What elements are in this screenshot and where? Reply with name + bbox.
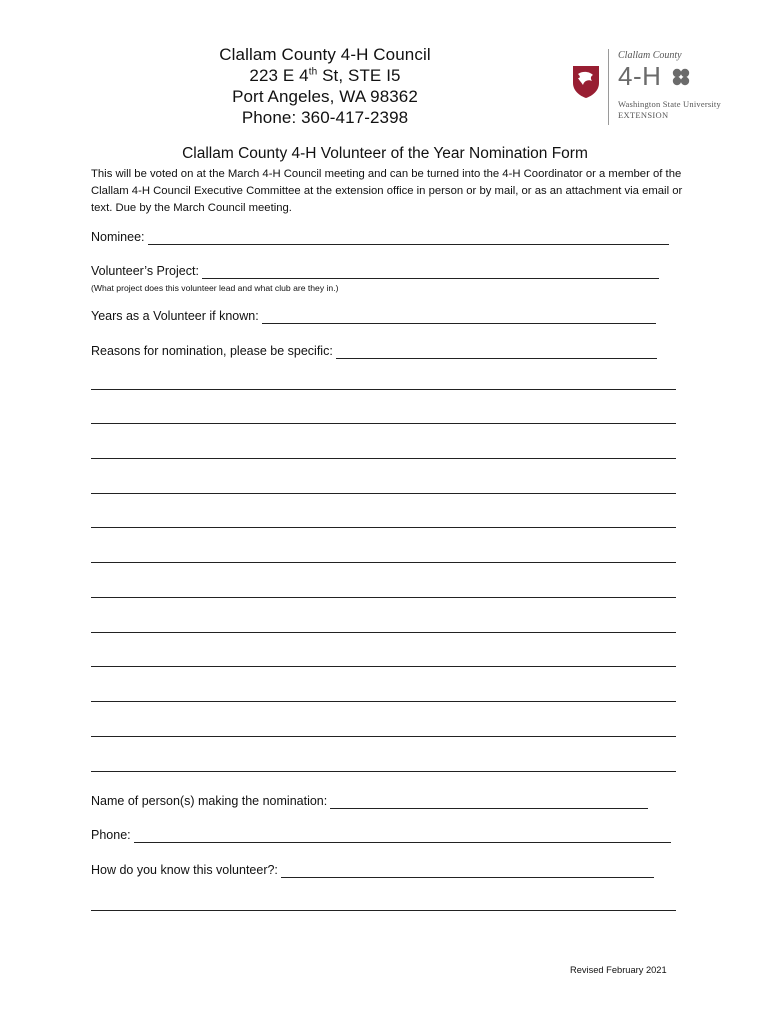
reasons-line[interactable]	[336, 346, 657, 359]
logo-extension: EXTENSION	[618, 110, 669, 120]
reasons-blank-line[interactable]	[91, 632, 676, 633]
street-address-number: 223 E 4	[249, 66, 309, 85]
reasons-blank-line[interactable]	[91, 493, 676, 494]
nominee-label: Nominee:	[91, 230, 145, 244]
revised-date: Revised February 2021	[570, 965, 667, 975]
years-line[interactable]	[262, 311, 656, 324]
reasons-blank-line[interactable]	[91, 423, 676, 424]
logo-county: Clallam County	[618, 50, 682, 61]
project-line[interactable]	[202, 266, 659, 279]
intro-paragraph: This will be voted on at the March 4-H Council meeting and can be turned into the 4-H Coordinator or a member of the Clallam 4-H Council Executive Committee at the extension office in person or by mail, or as an attachment via email or text. Due by the March Council meeting.	[91, 168, 683, 214]
reasons-blank-line[interactable]	[91, 389, 676, 390]
project-label: Volunteer’s Project:	[91, 264, 199, 278]
street-address	[190, 65, 460, 86]
phone-field[interactable]	[91, 827, 671, 843]
clover-icon	[671, 67, 691, 87]
years-field[interactable]	[91, 308, 656, 324]
street-address-suffix: th	[308, 66, 318, 78]
nominator-line[interactable]	[330, 796, 648, 809]
header-address-block	[190, 44, 460, 128]
header-phone: Phone: 360-417-2398	[241, 108, 409, 127]
project-note: (What project does this volunteer lead and what club are they in.)	[91, 283, 339, 293]
wsu-4h-logo	[568, 47, 748, 129]
reasons-field[interactable]	[91, 343, 657, 359]
nominator-label: Name of person(s) making the nomination:	[91, 794, 328, 808]
street-address-rest: St, STE I5	[317, 66, 401, 85]
nominee-line[interactable]	[148, 232, 669, 245]
reasons-blank-line[interactable]	[91, 458, 676, 459]
logo-divider	[608, 49, 609, 125]
know-label: How do you know this volunteer?:	[91, 863, 278, 877]
reasons-label: Reasons for nomination, please be specific:	[91, 344, 333, 358]
reasons-blank-line[interactable]	[91, 527, 676, 528]
nominee-field[interactable]	[91, 229, 669, 245]
know-blank-line[interactable]	[91, 910, 676, 911]
logo-4h: 4-H	[618, 61, 662, 91]
reasons-blank-line[interactable]	[91, 666, 676, 667]
cougar-shield-icon	[572, 65, 600, 99]
phone-label: Phone:	[91, 828, 131, 842]
reasons-blank-line[interactable]	[91, 736, 676, 737]
phone-line[interactable]	[134, 830, 671, 843]
know-line[interactable]	[281, 865, 654, 878]
reasons-blank-line[interactable]	[91, 562, 676, 563]
know-field[interactable]	[91, 862, 654, 878]
reasons-blank-line[interactable]	[91, 771, 676, 772]
reasons-blank-line[interactable]	[91, 701, 676, 702]
years-label: Years as a Volunteer if known:	[91, 309, 259, 323]
nominator-field[interactable]	[91, 793, 648, 809]
form-title: Clallam County 4-H Volunteer of the Year Nomination Form	[182, 145, 588, 162]
council-name: Clallam County 4-H Council	[219, 45, 431, 64]
reasons-blank-line[interactable]	[91, 597, 676, 598]
city-state-zip: Port Angeles, WA 98362	[232, 87, 418, 106]
project-field[interactable]	[91, 263, 659, 279]
logo-university: Washington State University	[618, 99, 721, 109]
